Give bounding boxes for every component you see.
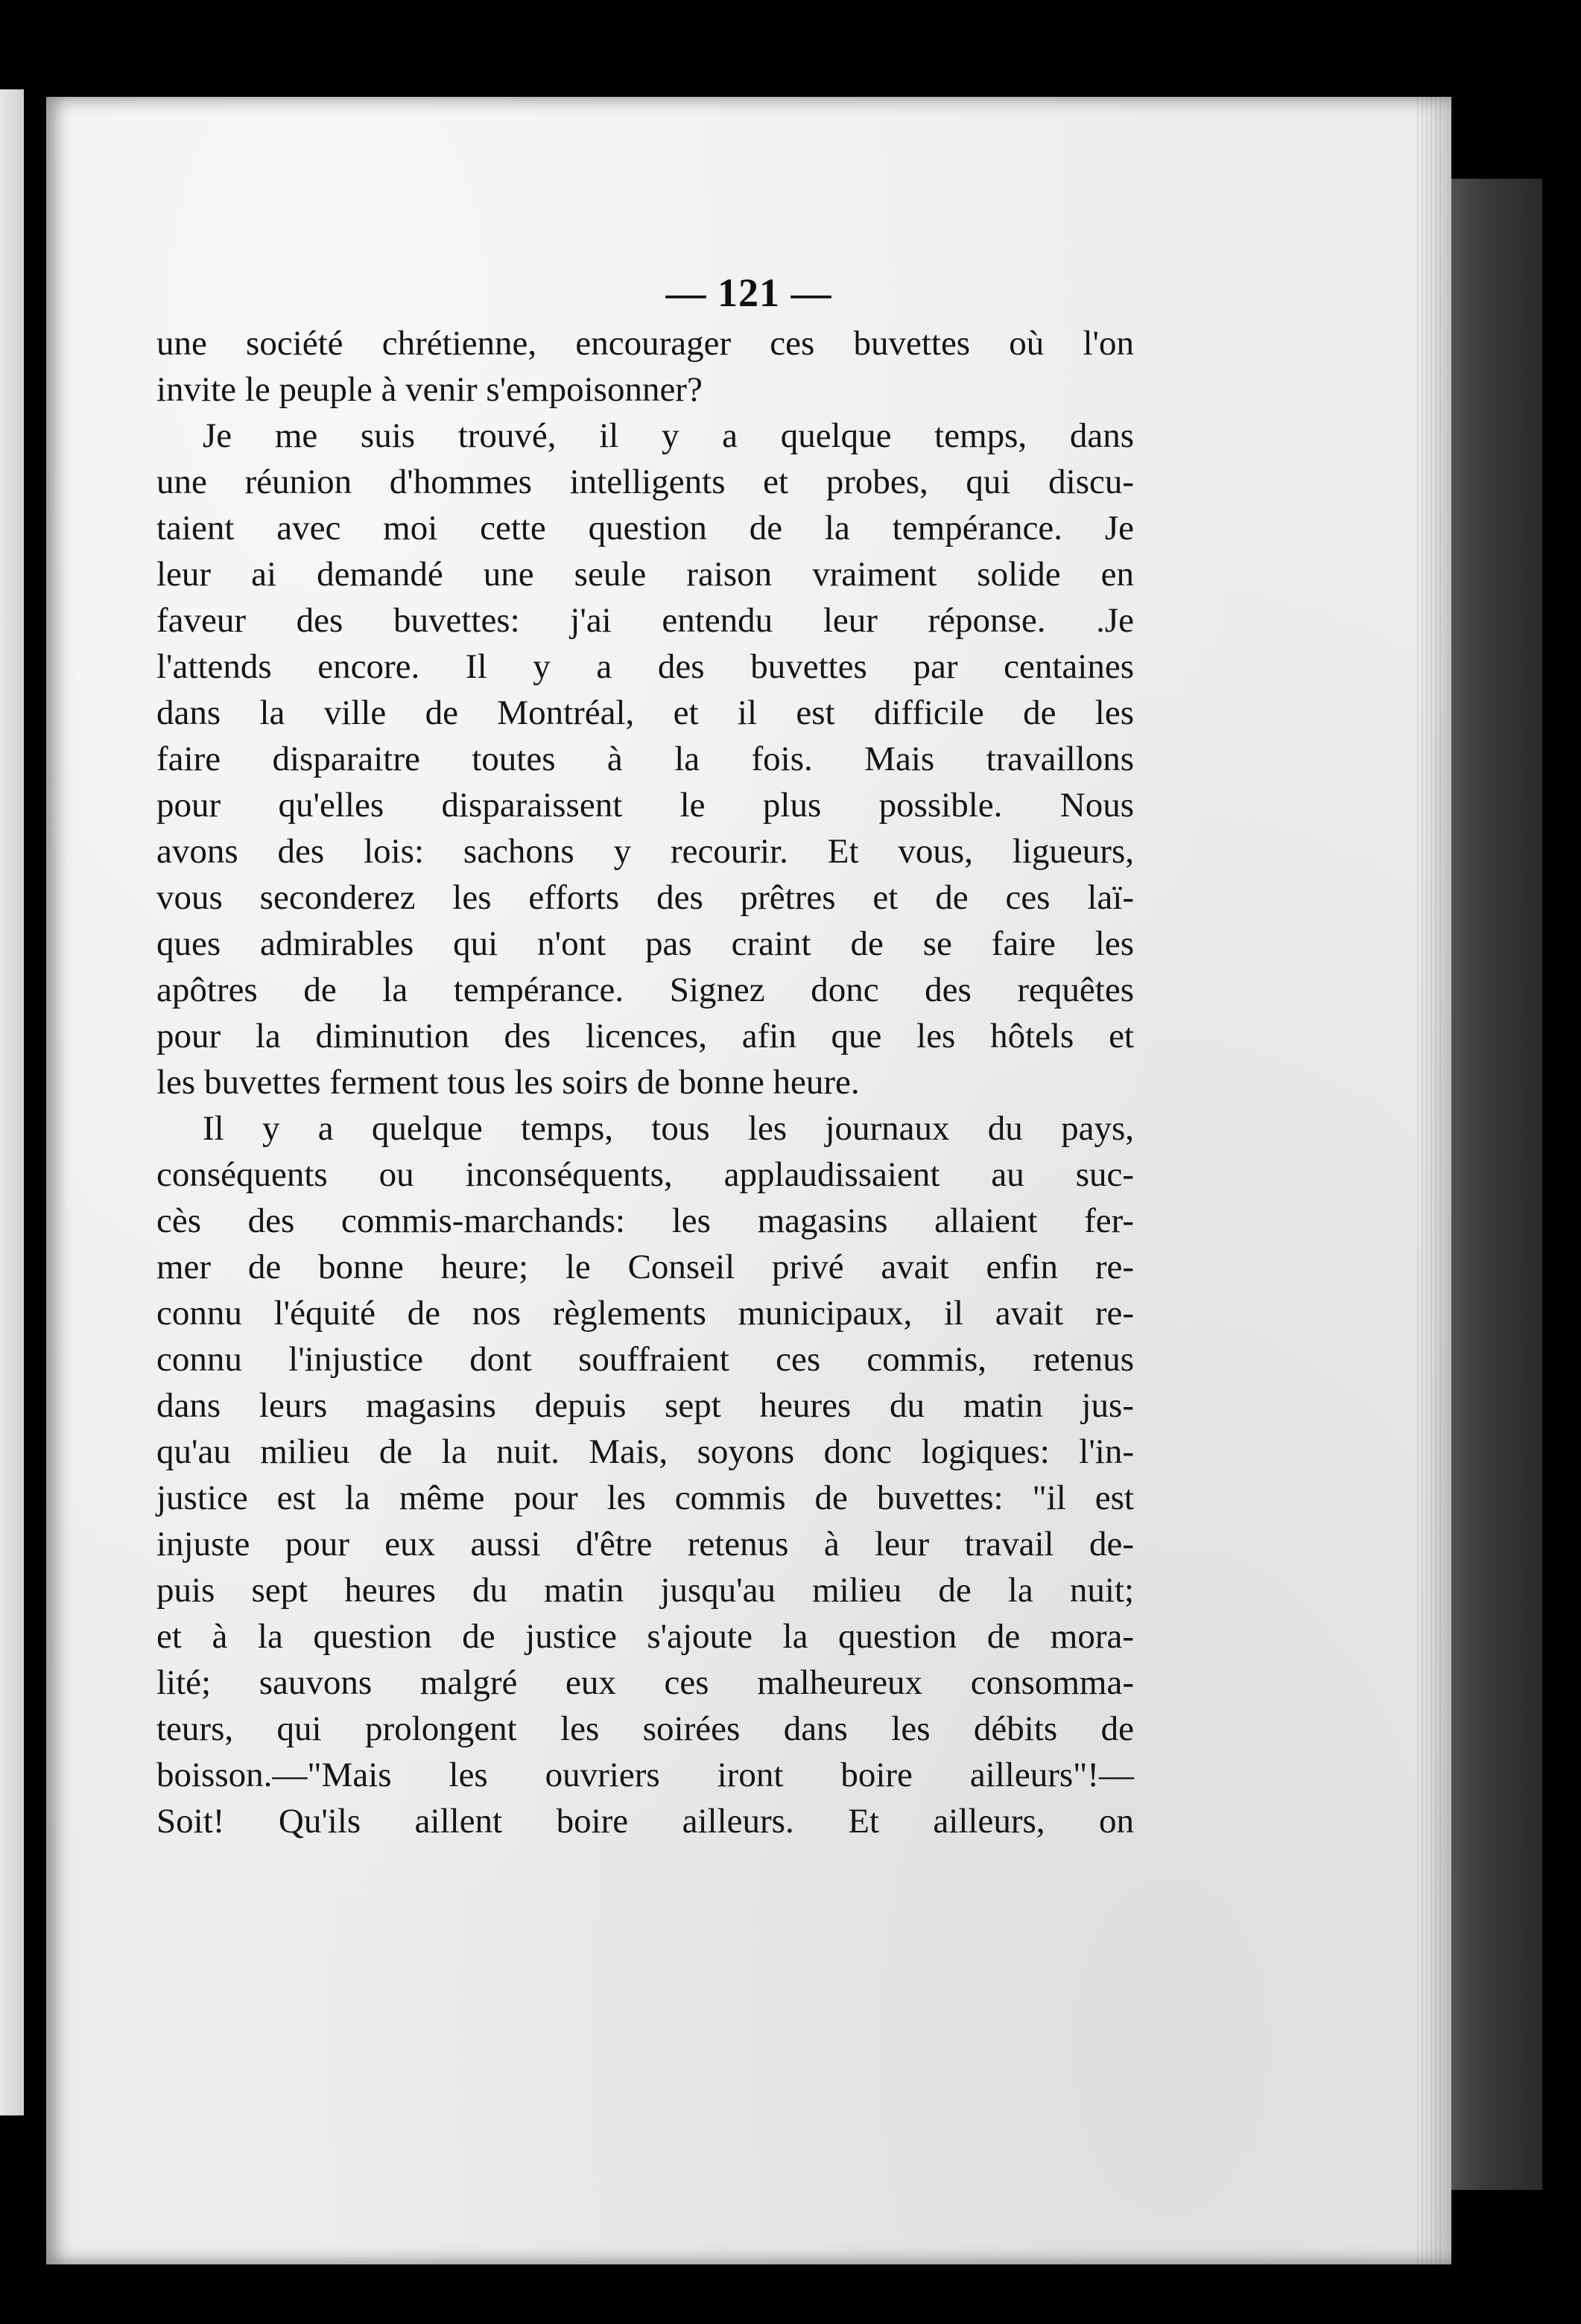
page-number: — 121 —: [665, 270, 832, 315]
text-line: leur ai demandé une seule raison vraiment solide en: [156, 555, 1134, 594]
book-edge-shadow: [1445, 179, 1542, 2190]
text-line: cès des commis-marchands: les magasins allaient fer-: [156, 1201, 1134, 1240]
text-line: pour qu'elles disparaissent le plus possible. Nous: [156, 786, 1134, 825]
text-line: apôtres de la tempérance. Signez donc des requêtes: [156, 971, 1134, 1009]
text-line: connu l'équité de nos règlements municipaux, il avait re-: [156, 1294, 1134, 1333]
text-line: ques admirables qui n'ont pas craint de se faire les: [156, 924, 1134, 963]
text-line: justice est la même pour les commis de buvettes: "il est: [156, 1479, 1134, 1517]
text-line: qu'au milieu de la nuit. Mais, soyons donc logiques: l'in-: [156, 1432, 1134, 1471]
text-line: invite le peuple à venir s'empoisonner?: [156, 370, 703, 409]
text-line: Il y a quelque temps, tous les journaux du pays,: [203, 1109, 1134, 1148]
text-line: vous seconderez les efforts des prêtres et de ces laï-: [156, 878, 1134, 917]
text-line: puis sept heures du matin jusqu'au milieu de la nuit;: [156, 1571, 1134, 1610]
text-line: une société chrétienne, encourager ces buvettes où l'on: [156, 324, 1134, 363]
text-line: faire disparaitre toutes à la fois. Mais travaillons: [156, 740, 1134, 778]
text-line: dans leurs magasins depuis sept heures du matin jus-: [156, 1386, 1134, 1425]
text-line: une réunion d'hommes intelligents et probes, qui discu-: [156, 463, 1134, 501]
text-line: pour la diminution des licences, afin que les hôtels et: [156, 1017, 1134, 1055]
text-line: avons des lois: sachons y recourir. Et vous, ligueurs,: [156, 832, 1134, 871]
text-line: conséquents ou inconséquents, applaudissaient au suc-: [156, 1155, 1134, 1194]
text-line: faveur des buvettes: j'ai entendu leur réponse. .Je: [156, 601, 1134, 640]
text-line: lité; sauvons malgré eux ces malheureux consomma-: [156, 1663, 1134, 1702]
text-line: boisson.—"Mais les ouvriers iront boire ailleurs"!—: [156, 1756, 1134, 1794]
book-page: [46, 97, 1451, 2264]
text-line: l'attends encore. Il y a des buvettes par centaines: [156, 647, 1134, 686]
text-line: injuste pour eux aussi d'être retenus à leur travail de-: [156, 1525, 1134, 1563]
text-line: teurs, qui prolongent les soirées dans les débits de: [156, 1709, 1134, 1748]
text-line: les buvettes ferment tous les soirs de bonne heure.: [156, 1063, 860, 1102]
text-line: taient avec moi cette question de la tempérance. Je: [156, 509, 1134, 547]
text-line: dans la ville de Montréal, et il est difficile de les: [156, 693, 1134, 732]
text-line: Je me suis trouvé, il y a quelque temps, dans: [203, 416, 1134, 455]
body-text: [156, 320, 1134, 1844]
page-edge-texture: [1417, 97, 1444, 2264]
previous-page-edge: [0, 89, 24, 2115]
text-line: et à la question de justice s'ajoute la question de mora-: [156, 1617, 1134, 1656]
text-line: mer de bonne heure; le Conseil privé avait enfin re-: [156, 1248, 1134, 1286]
text-line: connu l'injustice dont souffraient ces commis, retenus: [156, 1340, 1134, 1379]
text-line: Soit! Qu'ils aillent boire ailleurs. Et ailleurs, on: [156, 1802, 1134, 1841]
